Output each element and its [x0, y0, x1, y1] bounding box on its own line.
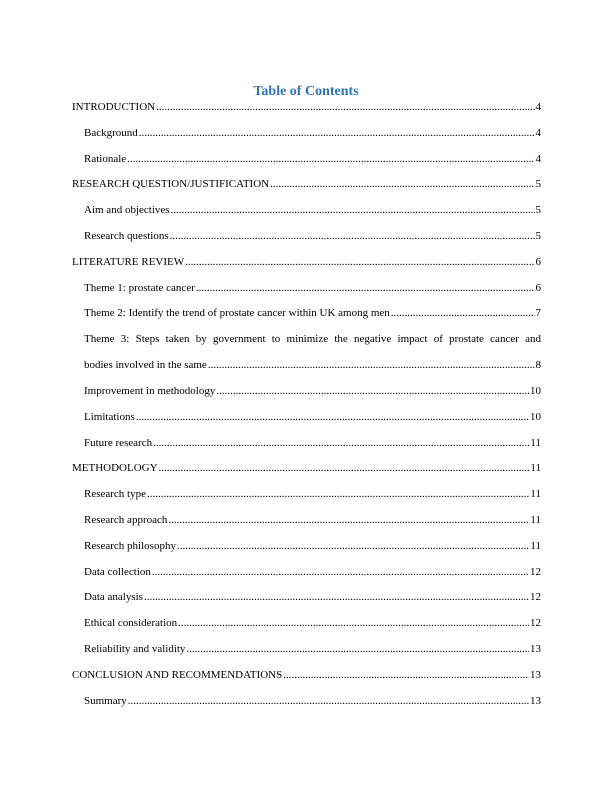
toc-entry-theme-2[interactable]	[72, 307, 541, 333]
toc-entry-aim-objectives[interactable]	[72, 204, 541, 230]
toc-page-number: 5	[535, 204, 541, 217]
dot-leader	[127, 153, 534, 166]
toc-entry-text: Research philosophy	[84, 539, 176, 552]
toc-page-number: 11	[530, 539, 541, 552]
dot-leader	[216, 385, 529, 398]
toc-page-number: 6	[535, 255, 541, 268]
toc-entry-text: CONCLUSION AND RECOMMENDATIONS	[72, 668, 283, 681]
toc-entry-text-line-1: Theme 3: Steps taken by government to minimize the negative impact of prostate cancer and	[84, 333, 541, 346]
dot-leader	[208, 359, 535, 372]
toc-page-number: 11	[530, 513, 541, 526]
toc-entry-literature-review[interactable]	[72, 256, 541, 282]
toc-entry-text: Improvement in methodology	[84, 384, 216, 397]
dot-leader	[177, 540, 529, 553]
toc-entry-text: METHODOLOGY	[72, 462, 158, 475]
dot-leader	[152, 566, 529, 579]
toc-entry-background[interactable]	[72, 127, 541, 153]
toc-entry-methodology[interactable]	[72, 462, 541, 488]
toc-page-number: 13	[530, 668, 541, 681]
dot-leader	[156, 101, 534, 114]
toc-page-number: 8	[535, 359, 541, 372]
dot-leader	[139, 127, 535, 140]
dot-leader	[178, 617, 529, 630]
toc-page-number: 10	[530, 410, 541, 423]
dot-leader	[170, 230, 535, 243]
toc-page-number: 13	[530, 642, 541, 655]
toc-entry-text: Limitations	[84, 410, 135, 423]
toc-entry-text: Research approach	[84, 513, 168, 526]
toc-entry-limitations[interactable]	[72, 411, 541, 437]
toc-entry-text: Future research	[84, 436, 153, 449]
dot-leader	[147, 488, 529, 501]
toc-page-number: 13	[530, 694, 541, 707]
toc-page-number: 12	[530, 565, 541, 578]
toc-page-number: 5	[535, 178, 541, 191]
toc-page-number: 10	[530, 384, 541, 397]
dot-leader	[144, 591, 529, 604]
toc-entry-text: Reliability and validity	[84, 642, 186, 655]
toc-entry-improvement-methodology[interactable]	[72, 385, 541, 411]
toc-entry-future-research[interactable]	[72, 437, 541, 463]
toc-entry-summary[interactable]	[72, 695, 541, 721]
toc-entry-text: Aim and objectives	[84, 204, 170, 217]
toc-page-number: 4	[535, 126, 541, 139]
dot-leader	[185, 256, 534, 269]
toc-entry-theme-3[interactable]	[72, 333, 541, 385]
toc-page-number: 6	[535, 281, 541, 294]
toc-entry-research-questions[interactable]	[72, 230, 541, 256]
toc-page-number: 5	[535, 229, 541, 242]
toc-entry-text: Summary	[84, 694, 127, 707]
toc-entry-data-collection[interactable]	[72, 566, 541, 592]
toc-entry-data-analysis[interactable]	[72, 591, 541, 617]
toc-page-number: 12	[530, 617, 541, 630]
toc-title: Table of Contents	[253, 84, 359, 99]
toc-entry-text: Background	[84, 126, 138, 139]
dot-leader	[128, 695, 529, 708]
toc-page-number: 7	[535, 307, 541, 320]
dot-leader	[159, 462, 530, 475]
toc-entry-research-question[interactable]	[72, 178, 541, 204]
toc-entry-text: Data collection	[84, 565, 151, 578]
dot-leader	[283, 669, 529, 682]
dot-leader	[270, 178, 534, 191]
toc-page-number: 11	[530, 488, 541, 501]
toc-entry-research-type[interactable]	[72, 488, 541, 514]
toc-entry-text: INTRODUCTION	[72, 101, 156, 113]
dot-leader	[391, 307, 535, 320]
dot-leader	[153, 437, 529, 450]
toc-entry-conclusion[interactable]	[72, 669, 541, 695]
toc-entry-text: Rationale	[84, 152, 127, 165]
toc-page-number: 4	[535, 101, 541, 113]
toc-entry-text: Ethical consideration	[84, 617, 178, 630]
dot-leader	[168, 514, 529, 527]
dot-leader	[136, 411, 529, 424]
toc-entry-text: Research type	[84, 488, 146, 501]
toc-entry-text-line-2: bodies involved in the same	[84, 359, 207, 372]
toc-entry-research-approach[interactable]	[72, 514, 541, 540]
toc-entry-rationale[interactable]	[72, 153, 541, 179]
toc-page-number: 11	[530, 462, 541, 475]
toc-entry-ethical-consideration[interactable]	[72, 617, 541, 643]
toc-entry-research-philosophy[interactable]	[72, 540, 541, 566]
toc-entry-text: Theme 2: Identify the trend of prostate cancer within UK among men	[84, 307, 390, 320]
dot-leader	[171, 204, 535, 217]
dot-leader	[196, 282, 535, 295]
toc-entry-text: Data analysis	[84, 591, 143, 604]
dot-leader	[186, 643, 529, 656]
toc-page-number: 4	[535, 152, 541, 165]
toc-entry-reliability-validity[interactable]	[72, 643, 541, 669]
toc-page-number: 12	[530, 591, 541, 604]
toc-entry-introduction[interactable]	[72, 101, 541, 127]
table-of-contents	[72, 101, 541, 720]
toc-entry-text: RESEARCH QUESTION/JUSTIFICATION	[72, 178, 270, 191]
toc-entry-theme-1[interactable]	[72, 282, 541, 308]
toc-entry-text: LITERATURE REVIEW	[72, 255, 185, 268]
toc-entry-text: Theme 1: prostate cancer	[84, 281, 195, 294]
toc-entry-text: Research questions	[84, 229, 169, 242]
toc-page-number: 11	[530, 436, 541, 449]
